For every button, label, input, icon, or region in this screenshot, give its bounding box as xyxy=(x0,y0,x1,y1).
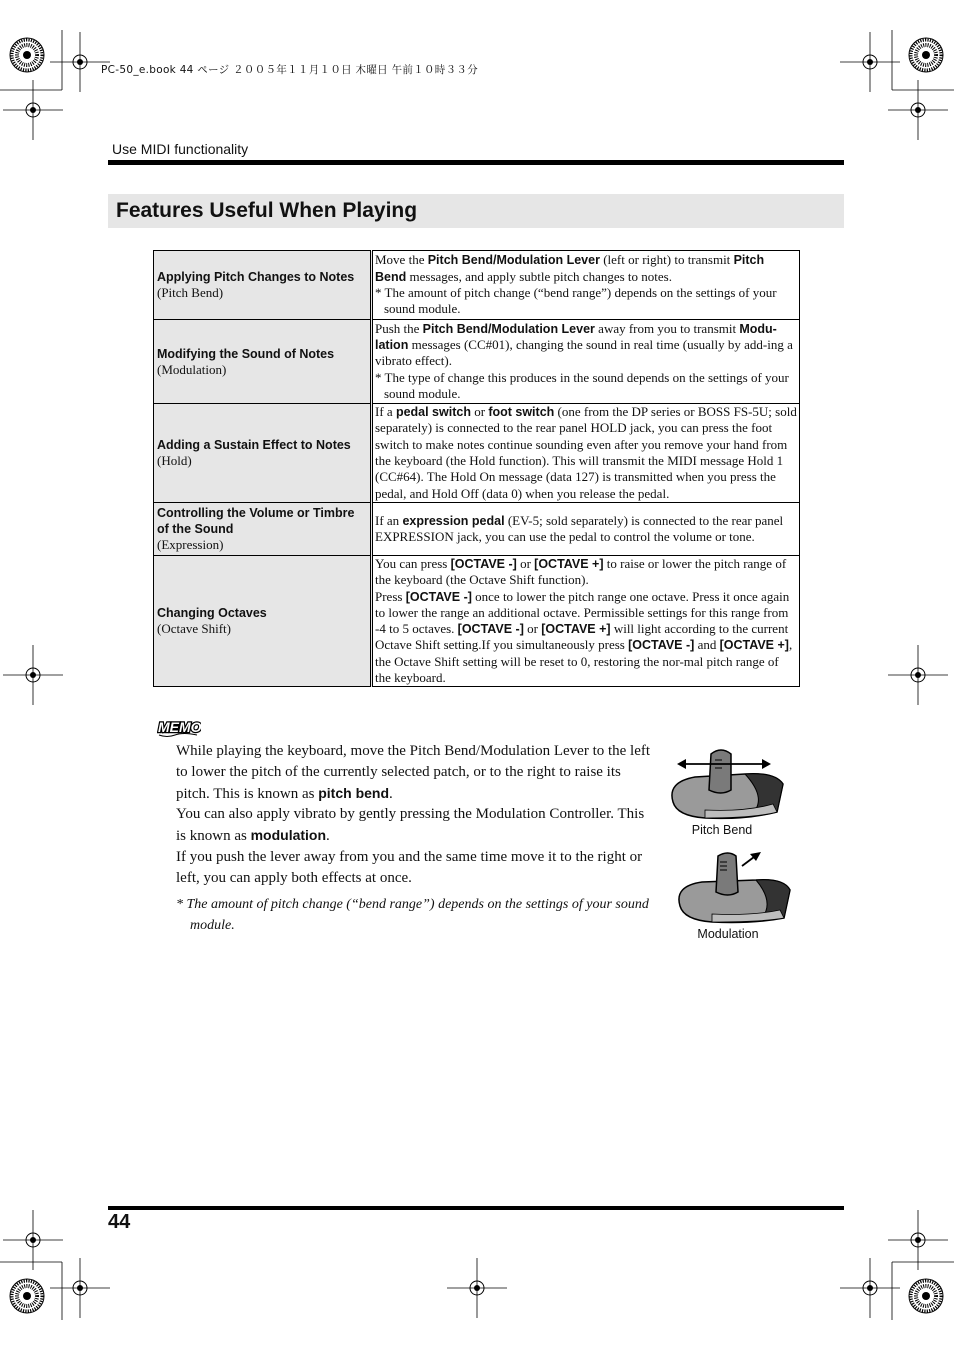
bold-term: pedal switch xyxy=(395,405,471,420)
bold-term: expression pedal xyxy=(402,513,505,528)
print-marker: PC-50_e.book 44 ページ ２００５年１１月１０日 木曜日 午前１０時３３分 xyxy=(101,64,478,76)
text: messages (CC#01), changing the sound in real time (usually by add-ing a vibrato effect). xyxy=(375,337,793,369)
features-table xyxy=(153,250,800,687)
section-header: Use MIDI functionality xyxy=(112,141,249,157)
text: If an xyxy=(375,512,403,528)
text: once to lower the pitch range one octave. Press it once again to lower the range an additional octave. Permissible settings for this range from -4 to 5 octaves. xyxy=(375,588,790,637)
bold-term: [OCTAVE -] xyxy=(457,622,524,637)
header-rule xyxy=(108,160,844,165)
modulation-caption: Modulation xyxy=(697,927,759,941)
bold-term: [OCTAVE -] xyxy=(628,638,695,653)
bold-term: [OCTAVE +] xyxy=(719,638,789,653)
row-note: * The amount of pitch change (“bend range”) depends on the settings of your sound module. xyxy=(375,285,777,317)
row-key-title: Changing Octaves xyxy=(157,606,267,621)
bold-term: pitch bend xyxy=(318,784,390,801)
modulation-lever-illustration xyxy=(672,848,797,928)
text: or xyxy=(516,556,535,571)
memo-paragraph xyxy=(176,804,654,847)
row-key-subtitle: (Pitch Bend) xyxy=(157,285,224,300)
bold-term: Modu-lation xyxy=(375,321,777,353)
table-row xyxy=(154,251,800,320)
text: . xyxy=(326,828,330,845)
table-row xyxy=(154,320,800,404)
table-row xyxy=(154,556,800,687)
memo-paragraph: If you push the lever away from you and the same time move it to the right or left, you can apply both effects at once. xyxy=(176,848,643,886)
memo-paragraph xyxy=(176,741,654,804)
pitch-bend-lever-illustration xyxy=(665,742,790,824)
row-key-subtitle: (Hold) xyxy=(157,453,192,468)
text: You can press xyxy=(375,556,451,571)
bold-term: [OCTAVE -] xyxy=(450,557,517,571)
memo-label xyxy=(157,717,201,744)
row-description xyxy=(372,251,800,320)
bold-term: Pitch Bend xyxy=(375,253,765,284)
text: (EV-5; sold separately) is connected to the rear panel EXPRESSION jack, you can use the pedal to control the volume or tone. xyxy=(375,512,784,544)
title-banner xyxy=(108,194,844,228)
text: to raise or lower the pitch range of the keyboard (the Octave Shift function). xyxy=(375,556,787,588)
memo-note: * The amount of pitch change (“bend range”) depends on the settings of your sound module. xyxy=(176,897,649,933)
row-key xyxy=(154,320,372,404)
text: (one from the DP series or BOSS FS-5U; sold separately) is connected to the rear panel HOLD jack, you can press the foot switch to make notes continue sounding even after you remove your hand from the keyboard (the Hold function). This will transmit the MIDI message Hold 1 (CC#64). The Hold On message (data 127) is transmitted when you press the pedal, and Hold Off (data 0) when you release the pedal. xyxy=(375,404,797,501)
text: Press xyxy=(375,588,406,604)
row-description xyxy=(372,503,800,556)
row-key-subtitle: (Expression) xyxy=(157,537,224,552)
row-key xyxy=(154,503,372,556)
bold-term: Pitch Bend/Modulation Lever xyxy=(422,321,595,336)
memo-body xyxy=(176,741,654,889)
text: , the Octave Shift setting will be reset to 0, restoring the nor-mal pitch range of the keyboard. xyxy=(375,637,793,686)
pitch-bend-caption: Pitch Bend xyxy=(691,823,753,837)
row-description xyxy=(372,556,800,687)
row-key-title: Adding a Sustain Effect to Notes xyxy=(157,438,351,452)
text: messages, and apply subtle pitch changes to notes. xyxy=(406,268,672,284)
bold-term: foot switch xyxy=(488,405,555,420)
text: and xyxy=(694,637,720,653)
bold-term: modulation xyxy=(250,827,327,844)
svg-text:MEMO: MEMO xyxy=(158,719,201,735)
text: Push the xyxy=(375,320,423,336)
table-row xyxy=(154,503,800,556)
row-key xyxy=(154,251,372,320)
page-title: Features Useful When Playing xyxy=(116,199,418,222)
text: If a xyxy=(375,404,396,420)
text: or xyxy=(523,621,542,637)
row-key-subtitle: (Octave Shift) xyxy=(157,621,232,637)
bold-term: [OCTAVE -] xyxy=(405,589,472,604)
bold-term: [OCTAVE +] xyxy=(534,557,604,571)
bold-term: [OCTAVE +] xyxy=(541,622,611,637)
text: or xyxy=(470,404,489,420)
row-key-subtitle: (Modulation) xyxy=(157,361,227,377)
row-key xyxy=(154,404,372,503)
text: . xyxy=(389,785,393,802)
text: You can also apply vibrato by gently pressing the Modulation Controller. This is known as xyxy=(176,806,645,845)
text: (left or right) to transmit xyxy=(599,252,734,268)
row-key xyxy=(154,556,372,687)
memo-icon xyxy=(157,717,201,739)
text: will light according to the current Octave Shift setting.If you simultaneously press xyxy=(375,621,789,653)
row-description xyxy=(372,404,800,503)
text: While playing the keyboard, move the Pitch Bend/Modulation Lever to the left to lower the pitch of the currently selected patch, or to the right to raise its pitch. This is known as xyxy=(176,743,651,802)
page-number: 44 xyxy=(108,1211,131,1233)
footer-rule xyxy=(108,1206,844,1210)
table-row xyxy=(154,404,800,503)
text: away from you to transmit xyxy=(594,320,740,336)
row-key-title: Controlling the Volume or Timbre of the Sound xyxy=(157,506,355,536)
row-key-title: Modifying the Sound of Notes xyxy=(157,346,335,361)
text: Move the xyxy=(375,252,428,268)
row-key-title: Applying Pitch Changes to Notes xyxy=(157,270,355,284)
bold-term: Pitch Bend/Modulation Lever xyxy=(427,253,600,268)
row-description xyxy=(372,320,800,404)
row-note: * The type of change this produces in the sound depends on the settings of your sound module. xyxy=(375,369,789,401)
